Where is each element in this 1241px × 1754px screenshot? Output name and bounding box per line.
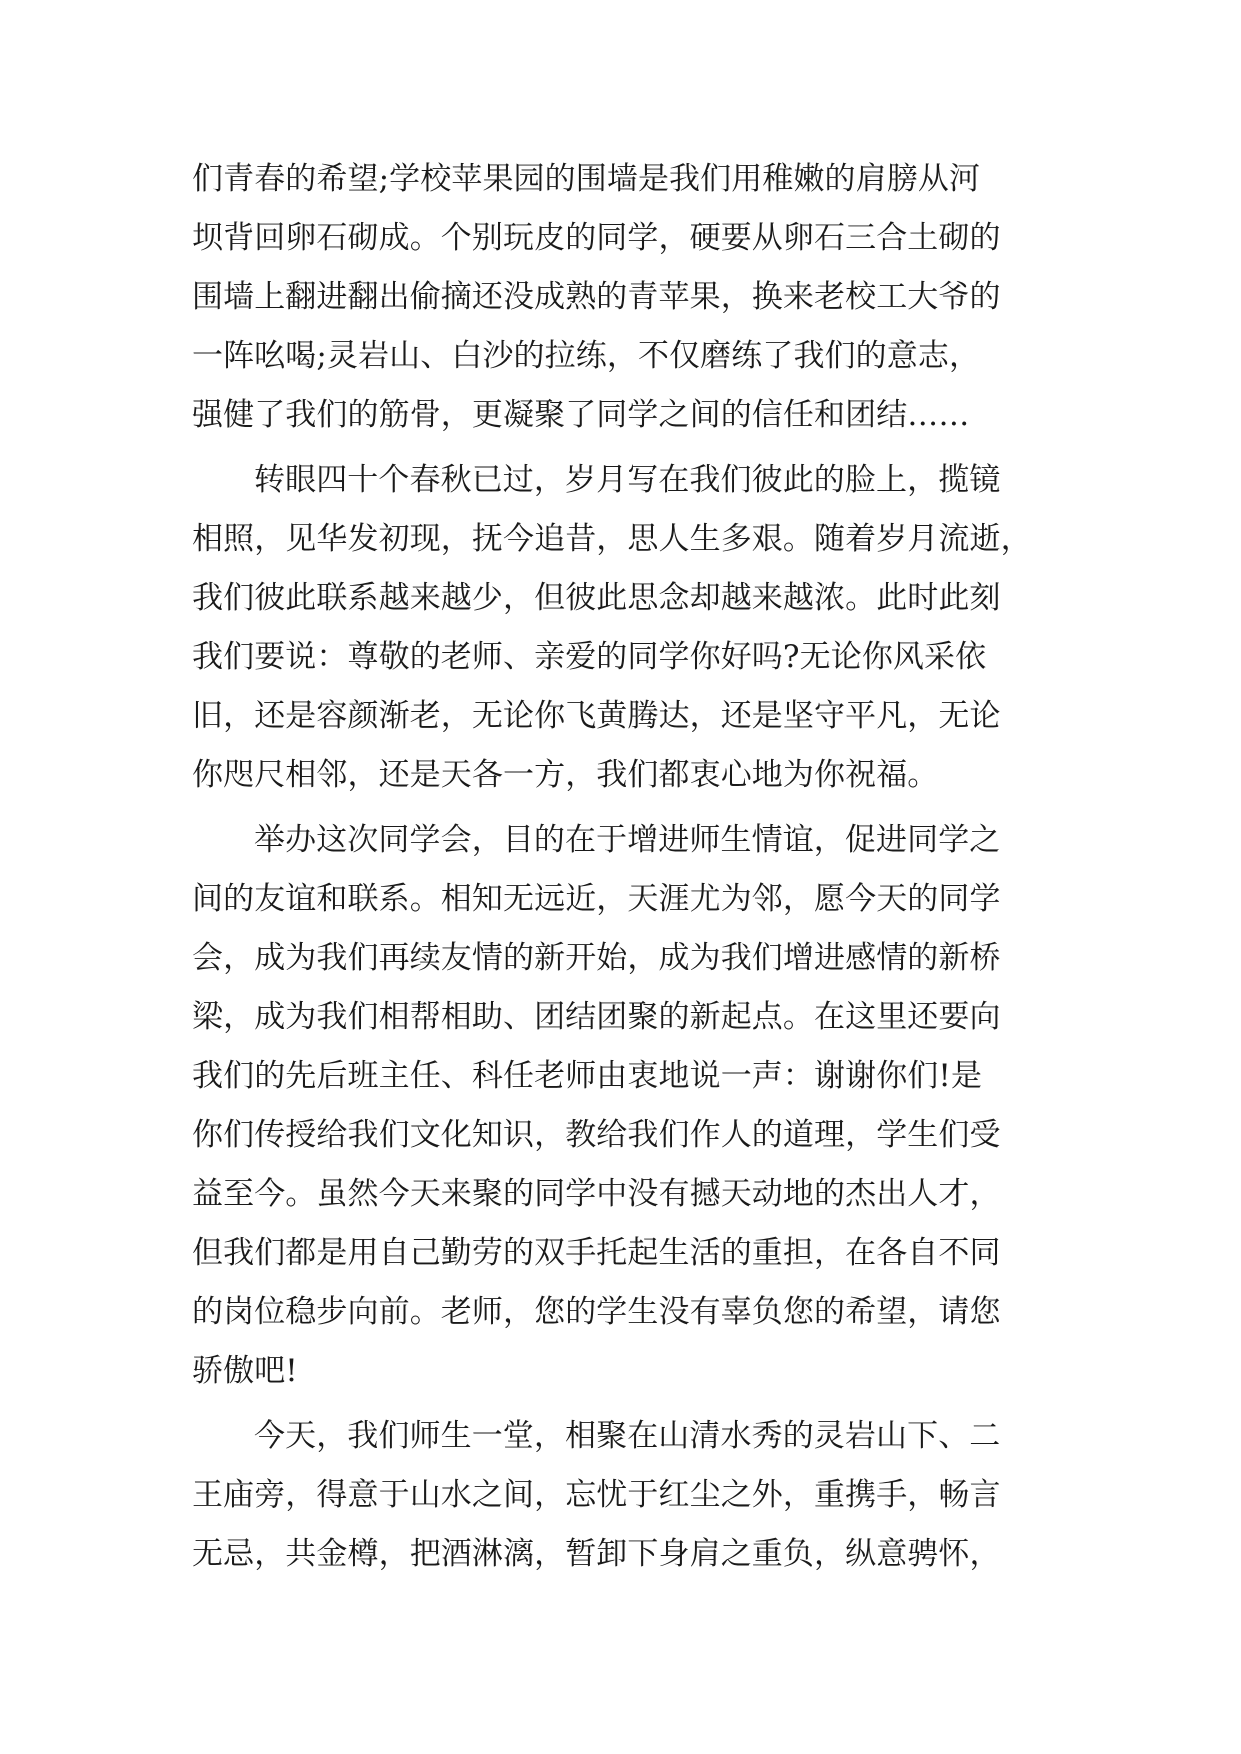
paragraph	[192, 150, 1054, 445]
paragraph	[192, 811, 1054, 1401]
text-line: 但我们都是用自己勤劳的双手托起生活的重担，在各自不同	[192, 1235, 1001, 1271]
text-line: 今天，我们师生一堂，相聚在山清水秀的灵岩山下、二	[254, 1418, 1001, 1454]
text-line: 强健了我们的筋骨，更凝聚了同学之间的信任和团结……	[192, 397, 970, 433]
paragraph	[192, 1407, 1054, 1584]
text-line: 围墙上翻进翻出偷摘还没成熟的青苹果，换来老校工大爷的	[192, 279, 1001, 315]
text-line: 相照，见华发初现，抚今追昔，思人生多艰。随着岁月流逝，	[192, 521, 1032, 557]
text-line: 们青春的希望;学校苹果园的围墙是我们用稚嫩的肩膀从河	[192, 161, 981, 197]
text-line: 坝背回卵石砌成。个别玩皮的同学，硬要从卵石三合土砌的	[192, 220, 1001, 256]
paragraph	[192, 451, 1054, 805]
text-line: 无忌，共金樽，把酒淋漓，暂卸下身肩之重负，纵意骋怀，	[192, 1536, 1001, 1572]
text-line: 间的友谊和联系。相知无远近，天涯尤为邻，愿今天的同学	[192, 881, 1001, 917]
text-line: 梁，成为我们相帮相助、团结团聚的新起点。在这里还要向	[192, 999, 1001, 1035]
text-line: 你咫尺相邻，还是天各一方，我们都衷心地为你祝福。	[192, 757, 939, 793]
text-line: 的岗位稳步向前。老师，您的学生没有辜负您的希望，请您	[192, 1294, 1001, 1330]
text-line: 王庙旁，得意于山水之间，忘忧于红尘之外，重携手，畅言	[192, 1477, 1001, 1513]
text-line: 我们彼此联系越来越少，但彼此思念却越来越浓。此时此刻	[192, 580, 1001, 616]
text-line: 益至今。虽然今天来聚的同学中没有撼天动地的杰出人才，	[192, 1176, 1001, 1212]
text-line: 会，成为我们再续友情的新开始，成为我们增进感情的新桥	[192, 940, 1001, 976]
text-line: 旧，还是容颜渐老，无论你飞黄腾达，还是坚守平凡，无论	[192, 698, 1001, 734]
text-line: 转眼四十个春秋已过，岁月写在我们彼此的脸上，揽镜	[254, 462, 1001, 498]
text-line: 举办这次同学会，目的在于增进师生情谊，促进同学之	[254, 822, 1001, 858]
text-line: 我们要说：尊敬的老师、亲爱的同学你好吗?无论你风采依	[192, 639, 987, 675]
text-line: 骄傲吧!	[192, 1353, 298, 1389]
document-body	[192, 150, 1054, 1584]
text-line: 一阵吆喝;灵岩山、白沙的拉练，不仅磨练了我们的意志，	[192, 338, 981, 374]
text-line: 我们的先后班主任、科任老师由衷地说一声：谢谢你们!是	[192, 1058, 983, 1094]
text-line: 你们传授给我们文化知识，教给我们作人的道理，学生们受	[192, 1117, 1001, 1153]
